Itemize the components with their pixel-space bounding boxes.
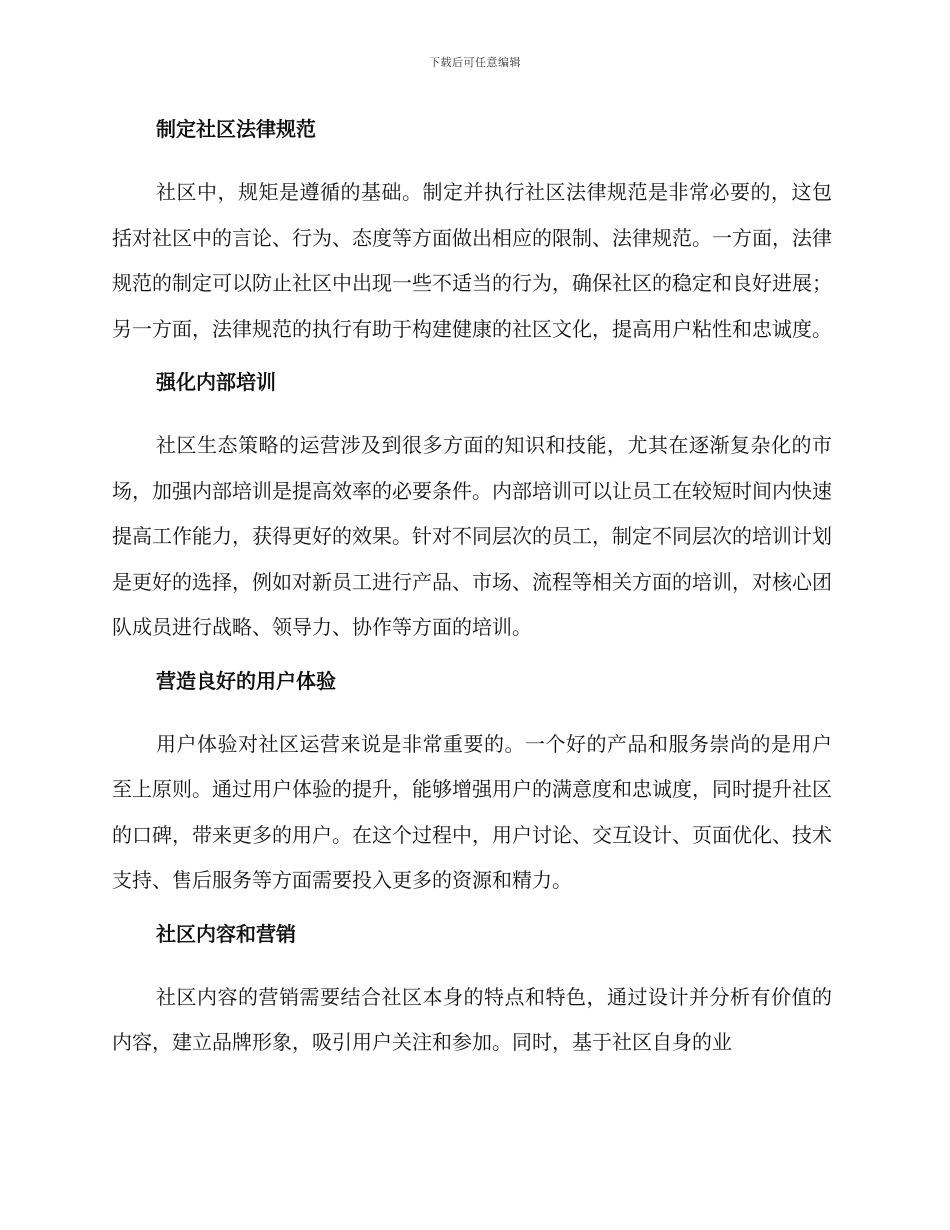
section-paragraph: 用户体验对社区运营来说是非常重要的。一个好的产品和服务崇尚的是用户至上原则。通过用户体验的提升，能够增强用户的满意度和忠诚度，同时提升社区的口碑，带来更多的用户。在这个过程中，用户讨论、交互设计、页面优化、技术支持、售后服务等方面需要投入更多的资源和精力。 (112, 731, 832, 892)
section-content-marketing (112, 917, 832, 1066)
section-heading: 营造良好的用户体验 (156, 668, 336, 693)
section-paragraph: 社区中，规矩是遵循的基础。制定并执行社区法律规范是非常必要的，这包括对社区中的言论、行为、态度等方面做出相应的限制、法律规范。一方面，法律规范的制定可以防止社区中出现一些不适当的行为，确保社区的稳定和良好进展；另一方面，法律规范的执行有助于构建健康的社区文化，提高用户粘性和忠诚度。 (112, 180, 832, 341)
section-paragraph: 社区生态策略的运营涉及到很多方面的知识和技能，尤其在逐渐复杂化的市场，加强内部培训是提高效率的必要条件。内部培训可以让员工在较短时间内快速提高工作能力，获得更好的效果。针对不同层次的员工，制定不同层次的培训计划是更好的选择，例如对新员工进行产品、市场、流程等相关方面的培训，对核心团队成员进行战略、领导力、协作等方面的培训。 (112, 433, 832, 639)
section-heading: 制定社区法律规范 (156, 117, 316, 141)
section-heading: 社区内容和营销 (156, 921, 296, 946)
section-user-experience (112, 664, 832, 904)
section-community-rules (112, 112, 832, 352)
document-body (112, 112, 832, 1079)
section-heading: 强化内部培训 (156, 370, 276, 394)
section-paragraph: 社区内容的营销需要结合社区本身的特点和特色，通过设计并分析有价值的内容，建立品牌形象，吸引用户关注和参加。同时，基于社区自身的业 (112, 984, 832, 1054)
section-internal-training (112, 365, 832, 651)
page-header: 下载后可任意编辑 (429, 56, 521, 69)
